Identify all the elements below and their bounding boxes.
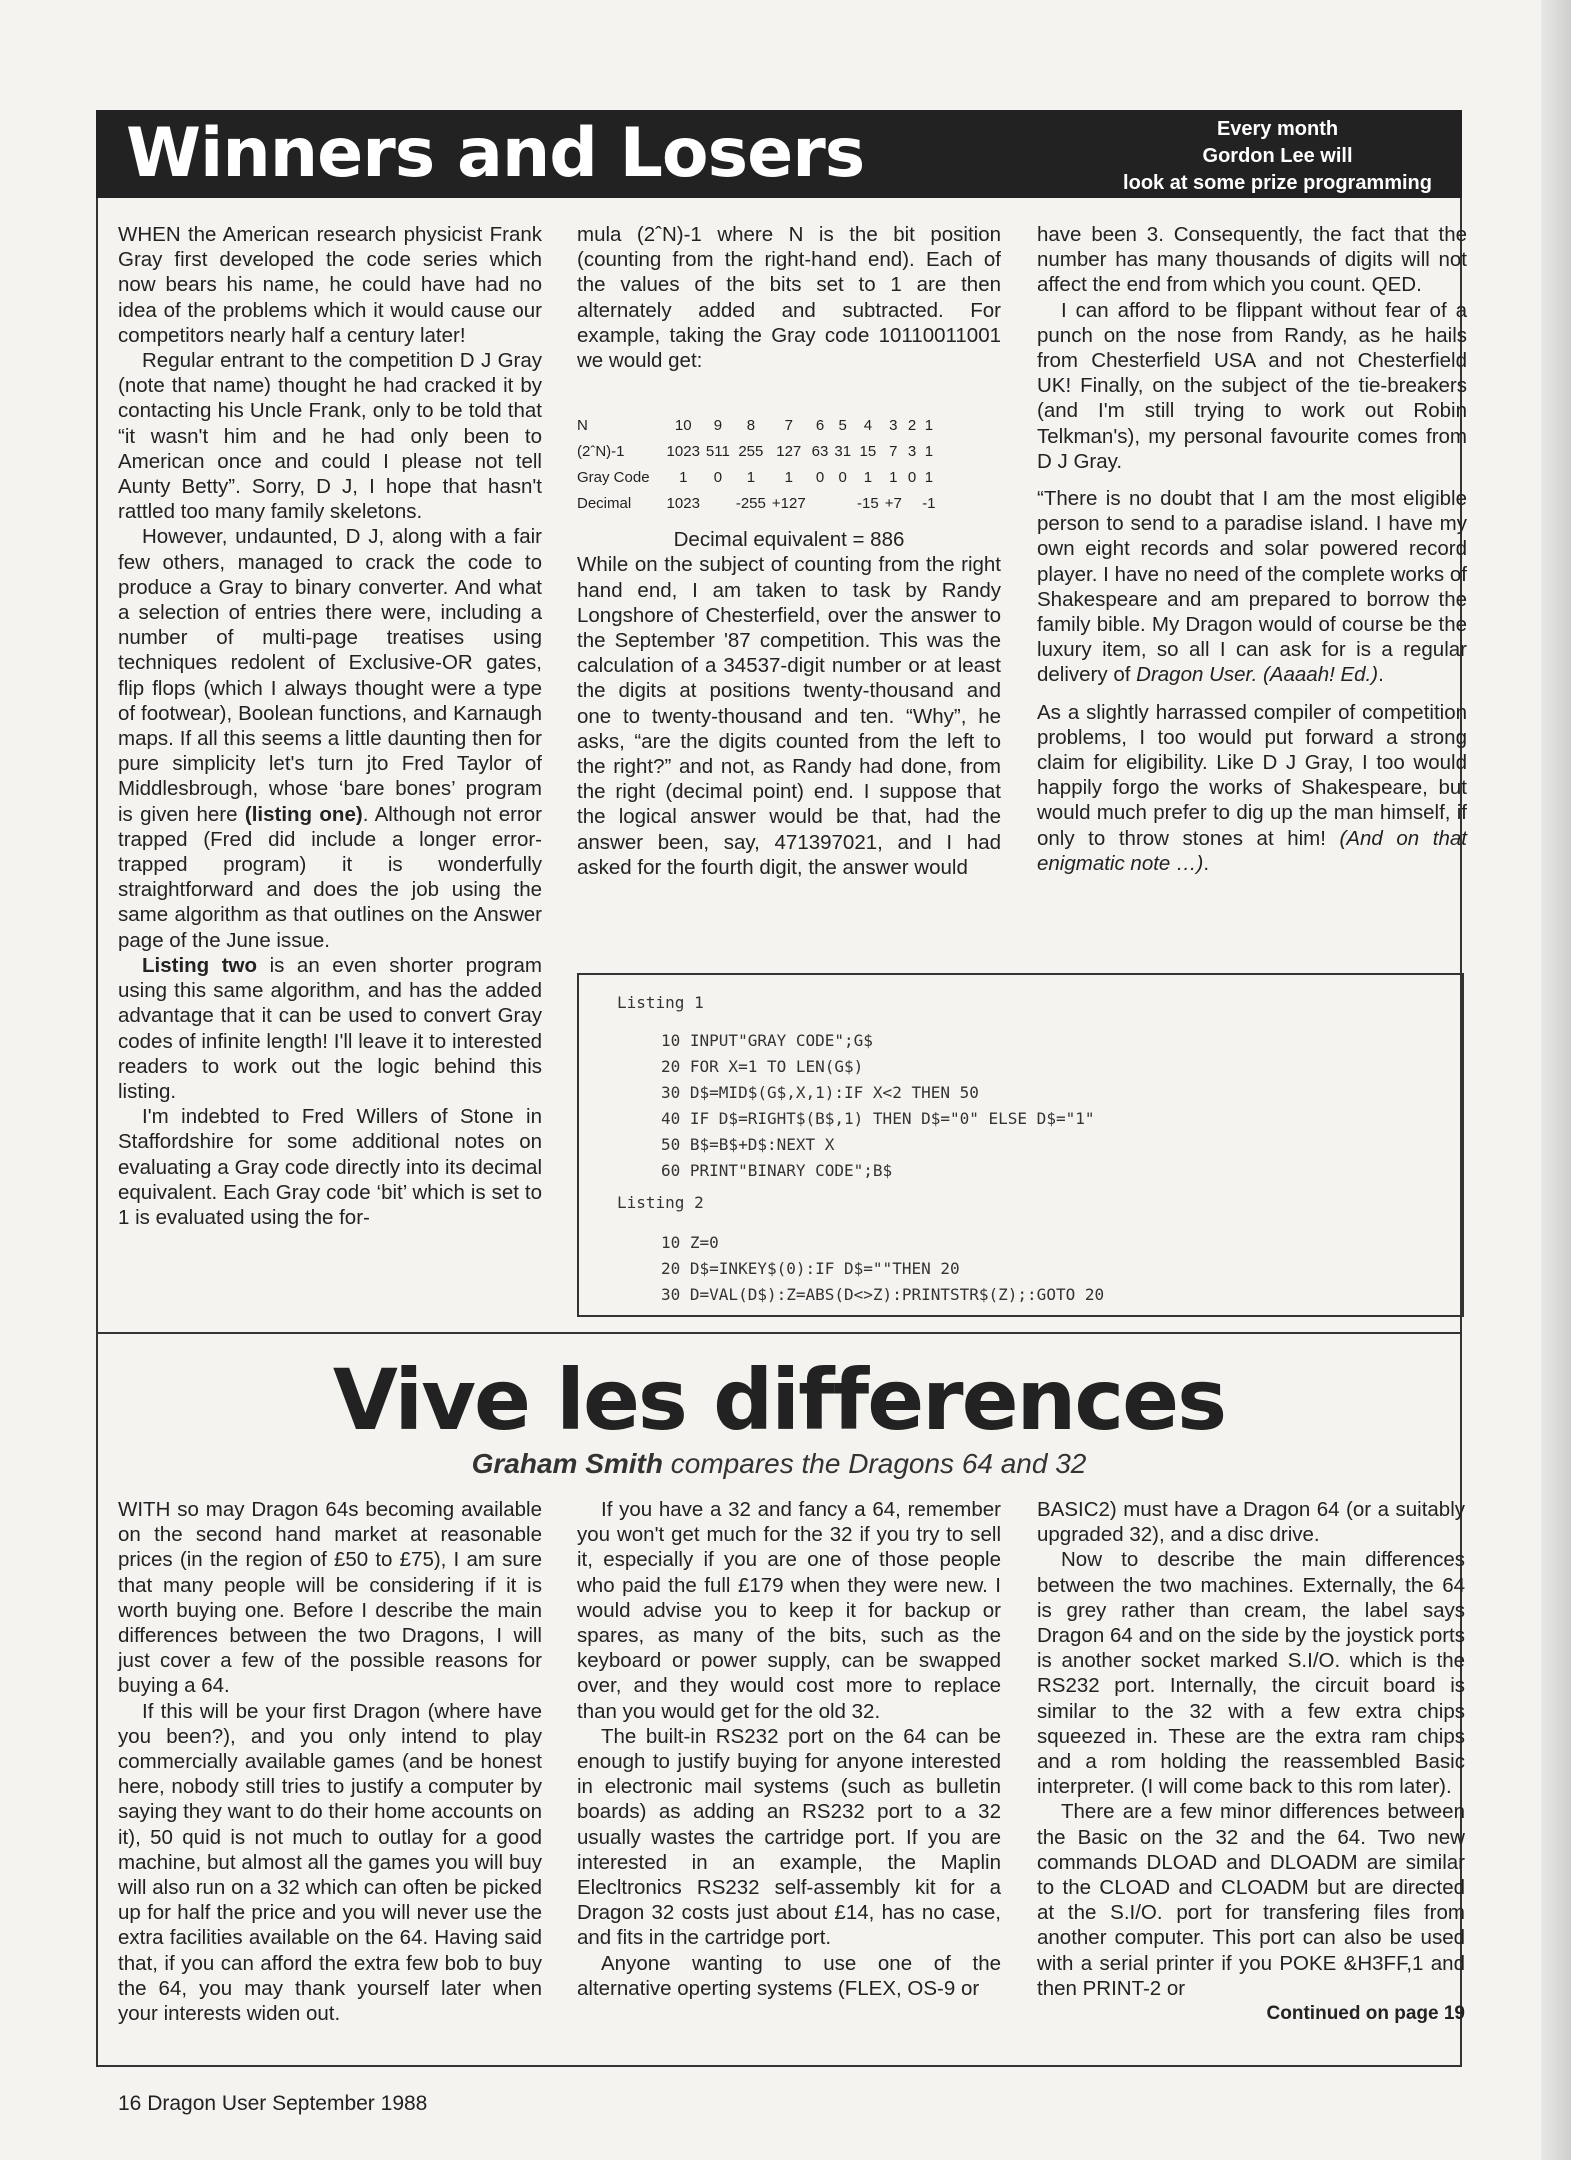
table-cell: 7 [889, 443, 898, 461]
text-run: . [1203, 851, 1210, 875]
table-cell: 0 [815, 469, 825, 487]
section-divider [96, 1332, 1462, 1334]
table-cell: 8 [746, 417, 756, 435]
paragraph [118, 524, 542, 952]
listing2-title: Listing 2 [617, 1193, 704, 1212]
article2-column-3 [1037, 1497, 1465, 2026]
table-cell: +127 [771, 495, 806, 513]
table-cell: 4 [863, 417, 873, 435]
code-line: 10 INPUT"GRAY CODE";G$ [661, 1031, 873, 1050]
code-line: 20 FOR X=1 TO LEN(G$) [661, 1057, 864, 1076]
table-row [577, 439, 939, 465]
table-cell: 15 [859, 443, 877, 461]
paragraph: WHEN the American research physicist Frank Gray first developed the code series which now bears his name, he could have had no idea of the problems which it would cause our competitors nearly half a century later! [118, 223, 542, 347]
table-cell: 0 [907, 469, 917, 487]
table-cell: 5 [838, 417, 847, 435]
code-line: 10 Z=0 [661, 1233, 719, 1252]
text-run: . [1378, 663, 1384, 687]
table-cell: 255 [738, 443, 764, 461]
table-cell: 10 [674, 417, 692, 435]
table-cell: 6 [815, 417, 825, 435]
table-cell: 0 [713, 469, 723, 487]
table-cell: 1 [746, 469, 756, 487]
table-cell [831, 491, 854, 517]
emphasis: Listing two [142, 953, 258, 977]
table-cell: 1023 [666, 443, 700, 461]
table-cell: 1 [924, 469, 934, 487]
table-cell: 63 [811, 443, 829, 461]
article1-column-1 [118, 222, 542, 1230]
paragraph: The built-in RS232 port on the 64 can be enough to justify buying for anyone interested in electronic mail systems (such as bulletin boards) as adding an RS232 port to a 32 usually wastes the cartridge port. If you are interested in an example, the Maplin Elecltronics RS232 self-assembly kit for a Dragon 32 costs just about £14, has no case, and fits in the cartridge port. [577, 1724, 1001, 1950]
paragraph: BASIC2) must have a Dragon 64 (or a suitably upgraded 32), and a disc drive. [1037, 1498, 1465, 1547]
paragraph [1037, 700, 1467, 876]
text-run: However, undaunted, D J, along with a fair few others, managed to crack the code to produce a Gray to binary converter. And what a selection of entries there were, including a number of multi-page treatises using techniques redolent of Exclusive-OR gates, flip flops (which I always thought were a type of footwear), Boolean functions, and Karnaugh maps. If all this seems a little daunting then for pure simplicity let's turn jto Fred Taylor of Middlesbrough, whose ‘bare bones’ program is given here [118, 525, 542, 826]
listing1-title: Listing 1 [617, 993, 704, 1012]
table-cell: -255 [735, 495, 766, 513]
page-footer: 16 Dragon User September 1988 [118, 2092, 428, 2115]
table-cell: 31 [834, 443, 852, 461]
row-label: Decimal [577, 495, 632, 513]
page-edge [1541, 0, 1571, 2160]
article1-title: Winners and Losers [126, 114, 865, 193]
tagline-line: Every month [1216, 118, 1339, 140]
article2-column-1 [118, 1497, 542, 2026]
tagline-line: look at some prize programming [1123, 172, 1432, 194]
subtitle-text: compares the Dragons 64 and 32 [670, 1448, 1087, 1479]
paragraph: have been 3. Consequently, the fact that the number has many thousands of digits will not affect the end from which you count. QED. [1037, 223, 1467, 297]
gray-code-table [577, 413, 939, 517]
code-line: 20 D$=INKEY$(0):IF D$=""THEN 20 [661, 1259, 960, 1278]
table-cell: 1 [784, 469, 793, 487]
decimal-equivalent: Decimal equivalent = 886 [673, 528, 905, 552]
text-run: As a slightly harrassed compiler of competition problems, I too would put forward a strong claim for eligibility. Like D J Gray, I too would happily forgo the works of Shakespeare, but would much prefer to dig up the man himself, if only to throw stones at him! [1037, 700, 1467, 850]
code-line: 30 D$=MID$(G$,X,1):IF X<2 THEN 50 [661, 1083, 979, 1102]
table-cell: 7 [784, 417, 793, 435]
table-cell: 1023 [666, 495, 700, 513]
table-row [577, 465, 939, 491]
article1-banner [96, 110, 1462, 198]
emphasis: Dragon User. (Aaaah! Ed.) [1136, 663, 1379, 687]
table-cell: 0 [838, 469, 847, 487]
paragraph: While on the subject of counting from the right hand end, I am taken to task by Randy Longshore of Chesterfield, over the answer to the September '87 competition. This was the calculation of a 34537-digit number or at least the digits at positions twenty-thousand and one to twenty-thousand and ten. “Why”, he asks, “are the digits counted from the left to the right?” and not, as Randy had done, from the right (decimal point) end. I suppose that the logical answer would be that, had the answer been, say, 471397021, and I had asked for the fourth digit, the answer would [577, 553, 1001, 879]
table-cell: 511 [705, 443, 730, 461]
table-row [577, 491, 939, 517]
text-run: is an even shorter program using this same algorithm, and has the added advantage that it can be used to convert Gray codes of infinite length! I'll leave it to interested readers to work out the logic behind this listing. [118, 953, 542, 1103]
paragraph: There are a few minor differences between the Basic on the 32 and the 64. Two new commands DLOAD and DLOADM are similar to the CLOAD and CLOADM but are directed at the S.I/O. port for transfering files from another computer. This port can also be used with a serial printer if you POKE &H3FF,1 and then PRINT-2 or [1037, 1800, 1465, 2000]
continued-note: Continued on page 19 [1266, 2003, 1465, 2025]
code-line: 50 B$=B$+D$:NEXT X [661, 1135, 835, 1154]
code-line: 40 IF D$=RIGHT$(B$,1) THEN D$="0" ELSE D$="1" [661, 1109, 1095, 1128]
tagline-line: Gordon Lee will [1202, 145, 1353, 167]
article1-column-2 [577, 222, 1001, 880]
paragraph: I'm indebted to Fred Willers of Stone in Staffordshire for some additional notes on evaluating a Gray code directly into its decimal equivalent. Each Gray code ‘bit’ which is set to 1 is evaluated using the for- [118, 1105, 542, 1229]
paragraph: WITH so may Dragon 64s becoming available on the second hand market at reasonable prices (in the region of £50 to £75), I am sure that many people will be considering if it is worth buying one. Before I describe the main differences between the two Dragons, I will just cover a few of the possible reasons for buying a 64. [118, 1498, 542, 1698]
table-cell: 3 [889, 417, 898, 435]
code-line: 30 D=VAL(D$):Z=ABS(D<>Z):PRINTSTR$(Z);:GOTO 20 [661, 1285, 1105, 1304]
author-name: Graham Smith [471, 1448, 663, 1479]
code-listings [577, 973, 1464, 1317]
paragraph [1037, 486, 1467, 688]
paragraph: Anyone wanting to use one of the alternative operting systems (FLEX, OS-9 or [577, 1951, 1001, 2000]
article2-column-2 [577, 1497, 1001, 2001]
text-run: “There is no doubt that I am the most eligible person to send to a paradise island. I have my own eight records and solar powered record player. I have no need of the complete works of Shakespeare and am prepared to borrow the family bible. My Dragon would of course be the luxury item, so all I can ask for is a regular delivery of [1037, 487, 1467, 687]
table-cell: 3 [907, 443, 917, 461]
table-cell [809, 491, 832, 517]
table-cell: -1 [922, 495, 936, 513]
paragraph [118, 953, 542, 1104]
row-label: Gray Code [577, 469, 650, 487]
table-cell [703, 491, 733, 517]
row-label: N [577, 417, 588, 435]
table-cell: 1 [889, 469, 898, 487]
emphasis: (listing one) [244, 802, 363, 826]
article2-title: Vive les differences [332, 1351, 1226, 1449]
table-cell: +7 [884, 495, 902, 513]
table-cell: -15 [857, 495, 879, 513]
table-cell: 9 [713, 417, 723, 435]
table-cell [905, 491, 919, 517]
text-run: . Although not error trapped (Fred did include a longer error-trapped program) it is wonderfully straightforward and does the job using the same algorithm as that outlines on the Answer page of the June issue. [118, 802, 542, 952]
article1-column-3 [1037, 222, 1467, 876]
table-cell: 1 [924, 443, 934, 461]
table-cell: 1 [679, 469, 688, 487]
table-row [577, 413, 939, 439]
table-cell: 1 [924, 417, 934, 435]
paragraph: If you have a 32 and fancy a 64, remember you won't get much for the 32 if you try to sell it, especially if you are one of those people who paid the full £179 when they were new. I would advise you to keep it for backup or spares, as many of the bits, such as the keyboard or power supply, can be swapped over, and they would cost more to replace than you would get for the old 32. [577, 1498, 1001, 1723]
article2-subtitle [96, 1448, 1462, 1480]
table-cell: 1 [863, 469, 873, 487]
paragraph: Now to describe the main differences between the two machines. Externally, the 64 is grey rather than cream, the label says Dragon 64 and on the side by the joystick ports is another socket marked S.I/O. which is the RS232 port. Internally, the circuit board is similar to the 32 with a few extra chips squeezed in. These are the extra ram chips and a rom holding the reassembled Basic interpreter. (I will come back to this rom later). [1037, 1548, 1465, 1799]
article1-tagline [1123, 116, 1432, 197]
paragraph: If this will be your first Dragon (where have you been?), and you only intend to play commercially available games (and be honest here, nobody still tries to justify a computer by saying they want to do their home accounts on it), 50 quid is not much to outlay for a good machine, but almost all the games you will buy will also run on a 32 which can often be picked up for half the price and you will never use the extra facilities available on the 64. Having said that, if you can afford the extra few bob to buy the 64, you may thank yourself later when your interests widen out. [118, 1699, 542, 2026]
table-cell: 127 [776, 443, 802, 461]
emphasis: (And on that enigmatic note …) [1037, 826, 1467, 875]
table-cell: 2 [907, 417, 917, 435]
paragraph: Regular entrant to the competition D J Gray (note that name) thought he had cracked it by contacting his Uncle Frank, only to be told that “it wasn't him and he had only been to American once and could I please not tell Aunty Betty”. Sorry, D J, I hope that hasn't rattled too many family skeletons. [118, 349, 542, 524]
row-label: (2ˆN)-1 [577, 443, 625, 461]
paragraph: mula (2ˆN)-1 where N is the bit position (counting from the right-hand end). Each of the values of the bits set to 1 are then alternately added and subtracted. For example, taking the Gray code 10110011001 we would get: [577, 223, 1001, 373]
code-line: 60 PRINT"BINARY CODE";B$ [661, 1161, 893, 1180]
paragraph: I can afford to be flippant without fear of a punch on the nose from Randy, as he hails from Chesterfield USA and not Chesterfield UK! Finally, on the subject of the tie-breakers (and I'm still trying to work out Robin Telkman's), my personal favourite comes from D J Gray. [1037, 298, 1467, 473]
